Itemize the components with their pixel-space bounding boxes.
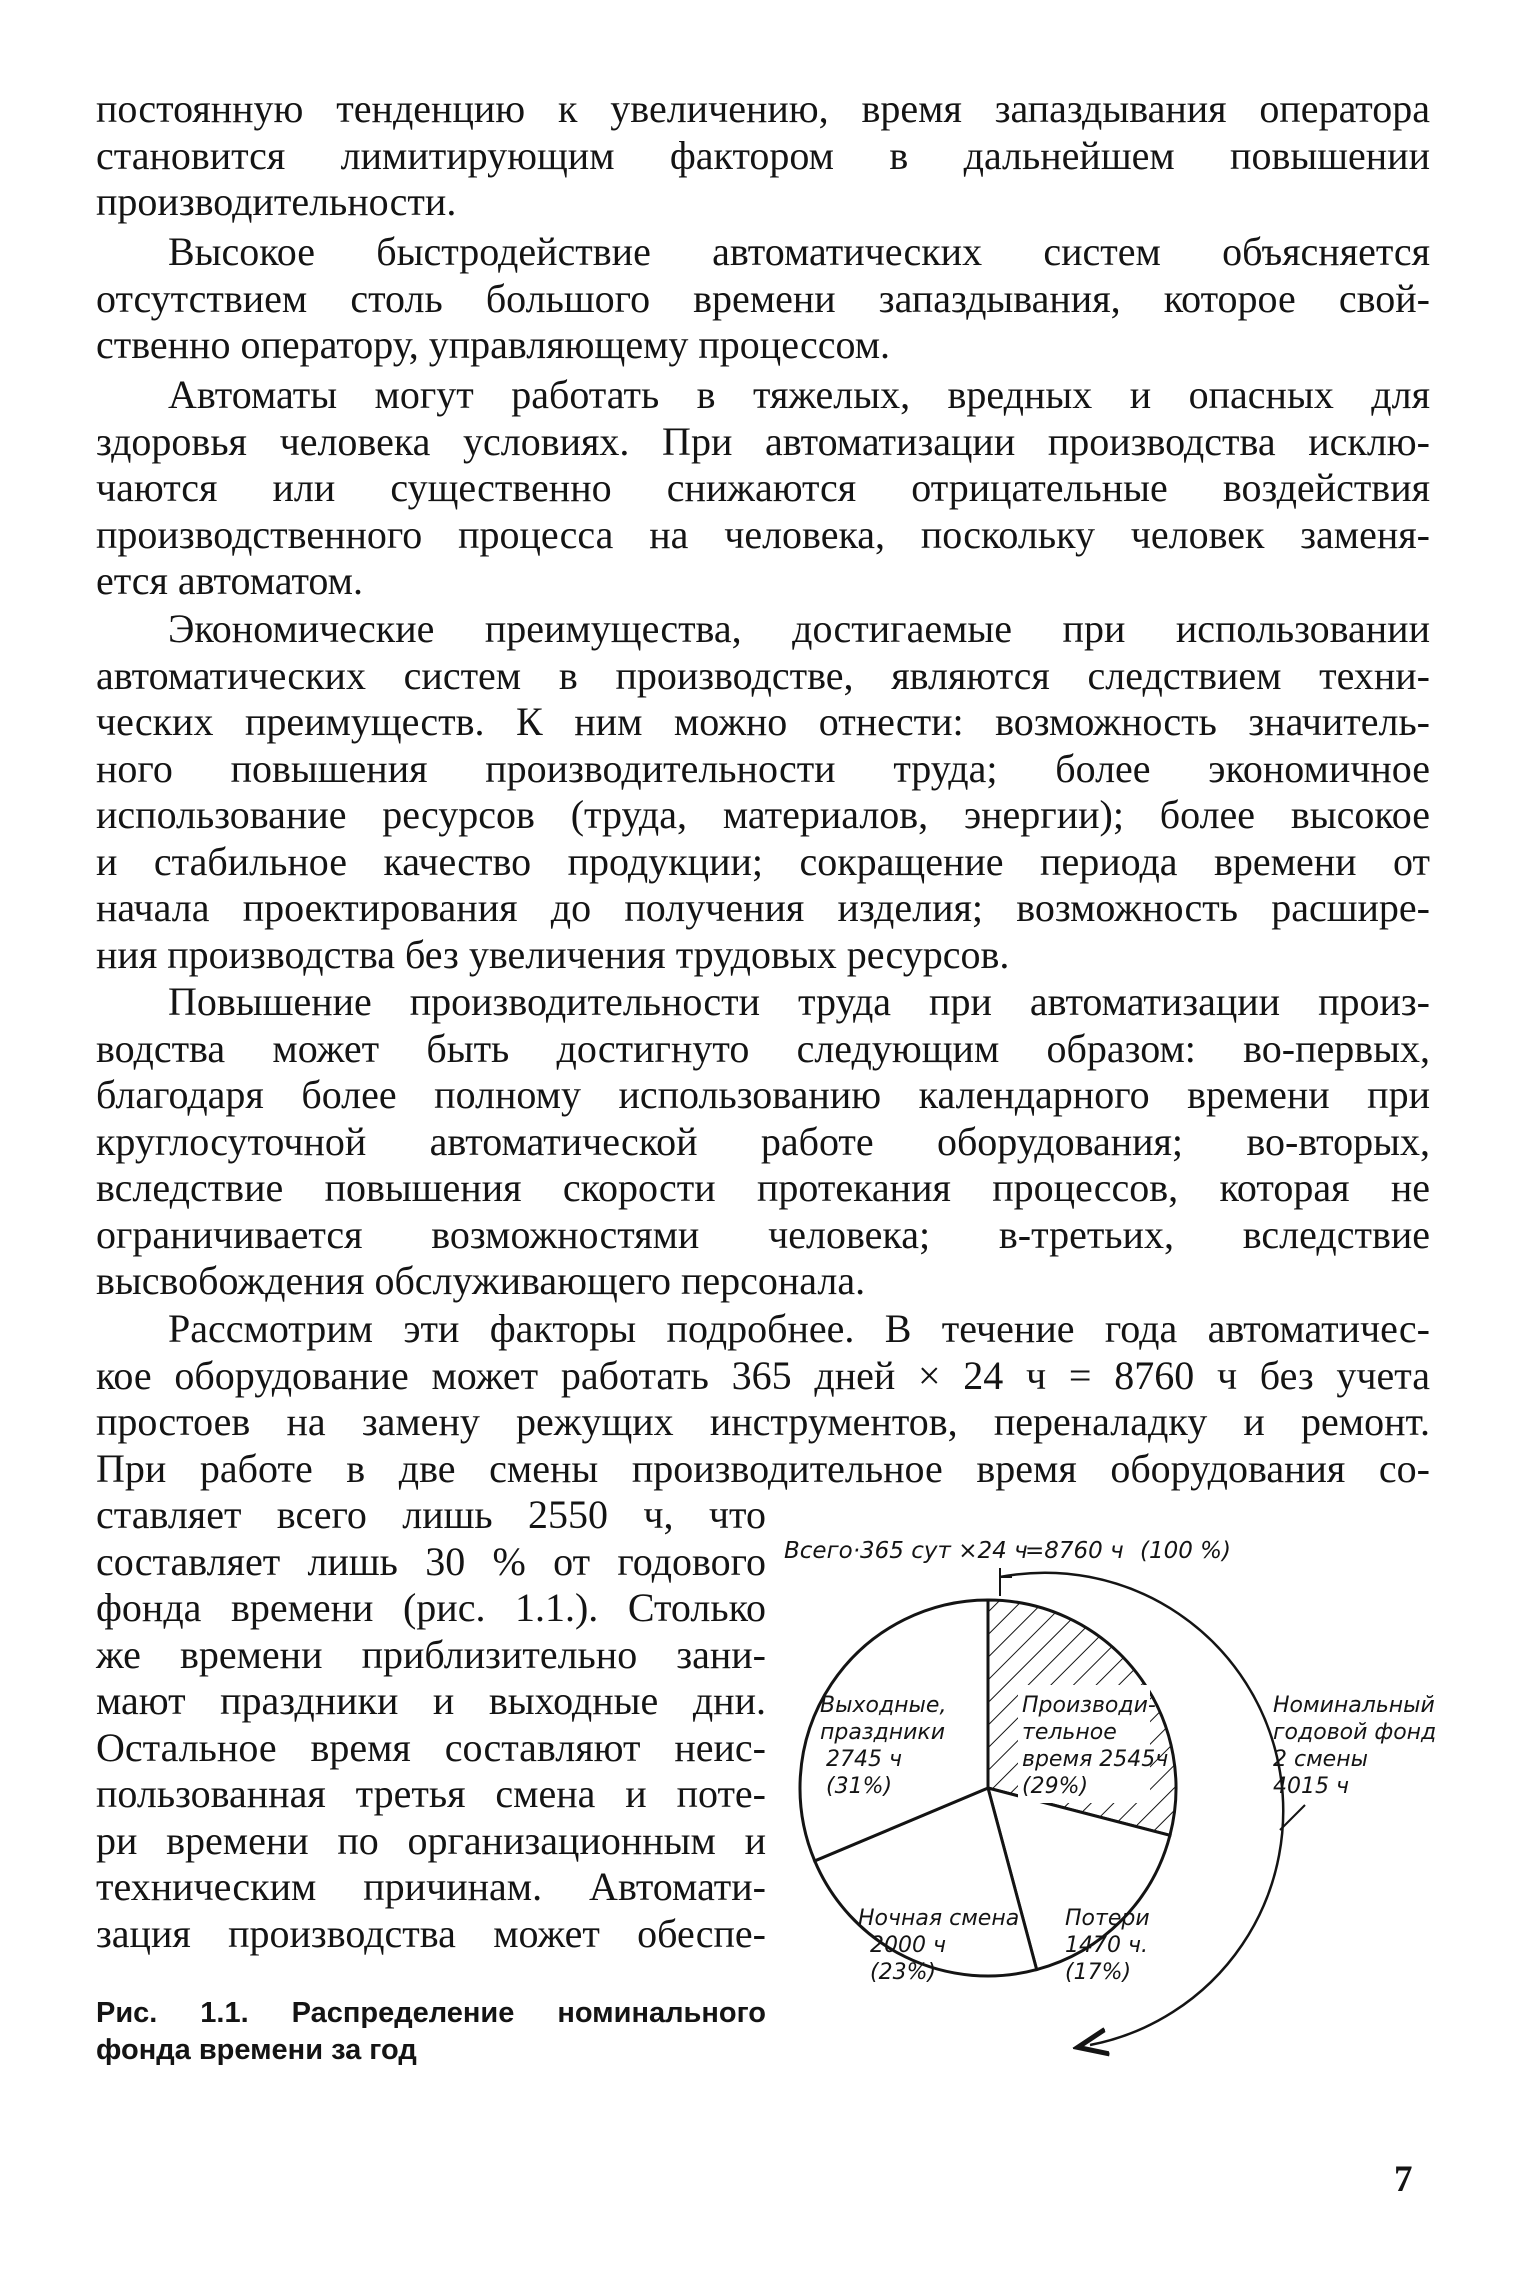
paragraph-productivity [96,979,1430,1305]
total-percent-label: (100 %) [1140,1538,1232,1564]
total-label: Всего·365 сут ×24 ч [784,1538,1028,1564]
nominal-fund-hours-label: 4015 ч [1273,1774,1349,1799]
text-line: высвобождения обслуживающего персонала. [96,1258,866,1303]
time-fund-pie-figure [760,1500,1460,2100]
text-line: водства может быть достигнуто следующим образом: во-первых, [96,1025,1430,1071]
text-line: ставляет всего лишь 2550 ч, что [96,1492,766,1537]
text-line: использование ресурсов (труда, материалов, энергии); более высокое [96,792,1430,837]
text-line: и стабильное качество продукции; сокращение периода времени от [96,838,1430,884]
text-line: круглосуточной автоматической работе оборудования; во-вторых, [96,1118,1430,1164]
text-line: зация производства может обеспе- [96,1910,766,1956]
text-line: ственно оператору, управляющему процессом. [96,322,891,367]
paragraph-speed [96,229,1430,369]
caption-line: Рис. 1.1. Распределение номинального [96,1997,766,2029]
paragraph-conditions [96,372,1430,605]
caption-line: фонда времени за год [96,2034,417,2066]
productive-percent-label: (29%) [1022,1774,1089,1799]
text-line: производственного процесса на человека, поскольку человек заменя- [96,511,1430,557]
weekends-hours-label: 2745 ч [826,1747,902,1772]
text-line: техническим причинам. Автомати- [96,1864,766,1909]
text-line: производительности. [96,179,457,224]
text-line: Экономические преимущества, достигаемые при использовании [168,606,1430,651]
figure-caption [96,1995,766,2069]
losses-percent-label: (17%) [1065,1960,1132,1985]
text-line: ческих преимуществ. К ним можно отнести: возможность значитель- [96,699,1430,744]
text-line: постоянную тенденцию к увеличению, время запаздывания оператора [96,86,1430,131]
text-line: ния производства без увеличения трудовых ресурсов. [96,931,1010,977]
text-line: составляет лишь 30 % от годового [96,1538,766,1584]
text-line: чаются или существенно снижаются отрицательные воздействия [96,465,1430,510]
losses-label-line: Потери [1065,1906,1150,1931]
text-line: мают праздники и выходные дни. [96,1678,766,1723]
text-line: вследствие повышения скорости протекания процессов, которая не [96,1165,1430,1210]
losses-hours-label: 1470 ч. [1065,1933,1148,1958]
text-line: Рассмотрим эти факторы подробнее. В течение года автоматичес- [168,1306,1430,1351]
text-line: здоровья человека условиях. При автоматизации производства исклю- [96,418,1430,464]
text-line: кое оборудование может работать 365 дней × 24 ч = 8760 ч без учета [96,1352,1430,1398]
night-shift-label-line: Ночная смена [858,1906,1020,1931]
text-line: ри времени по организационным и [96,1817,766,1863]
text-line: отсутствием столь большого времени запаздывания, которое свой- [96,275,1430,321]
text-line: Высокое быстродействие автоматических систем объясняется [168,229,1430,274]
paragraph-factors-wrapped [96,1492,766,1957]
productive-label-line: Производи- [1022,1693,1156,1718]
text-line: начала проектирования до получения изделия; возможность расшире- [96,885,1430,930]
paragraph-economics [96,606,1430,978]
text-line: Остальное время составляют неис- [96,1724,766,1770]
text-line: ограничивается возможностями человека; в-третьих, вследствие [96,1211,1430,1257]
text-line: Повышение производительности труда при автоматизации произ- [168,979,1430,1024]
weekends-percent-label: (31%) [826,1774,893,1799]
text-line: ного повышения производительности труда; более экономичное [96,745,1430,791]
text-line: фонда времени (рис. 1.1.). Столько [96,1585,766,1630]
productive-label-line: тельное [1022,1720,1117,1745]
text-line: При работе в две смены производительное время оборудования со- [96,1445,1430,1491]
weekends-label-line: праздники [820,1720,946,1745]
nominal-fund-label-line: годовой фонд [1273,1720,1437,1745]
text-line: ется автоматом. [96,558,363,603]
weekends-label-line: Выходные, [820,1693,947,1718]
text-line: становится лимитирующим фактором в дальнейшем повышении [96,132,1430,178]
text-line: благодаря более полному использованию календарного времени при [96,1072,1430,1117]
total-equals-label: =8760 ч [1025,1538,1124,1564]
text-line: Автоматы могут работать в тяжелых, вредных и опасных для [168,372,1430,417]
text-line: автоматических систем в производстве, являются следствием техни- [96,652,1430,698]
night-shift-percent-label: (23%) [870,1960,937,1985]
productive-label-line: время 2545ч [1022,1747,1169,1772]
text-line: простоев на замену режущих инструментов, переналадку и ремонт. [96,1399,1430,1444]
paragraph-factors [96,1306,1430,1492]
text-line: пользованная третья смена и поте- [96,1771,766,1816]
nominal-fund-label-line: Номинальный [1273,1693,1435,1718]
text-line: же времени приблизительно зани- [96,1631,766,1677]
page-number: 7 [1394,2159,1413,2200]
paragraph-continuation [96,86,1430,226]
nominal-fund-label-line: 2 смены [1273,1747,1368,1772]
night-shift-hours-label: 2000 ч [870,1933,946,1958]
